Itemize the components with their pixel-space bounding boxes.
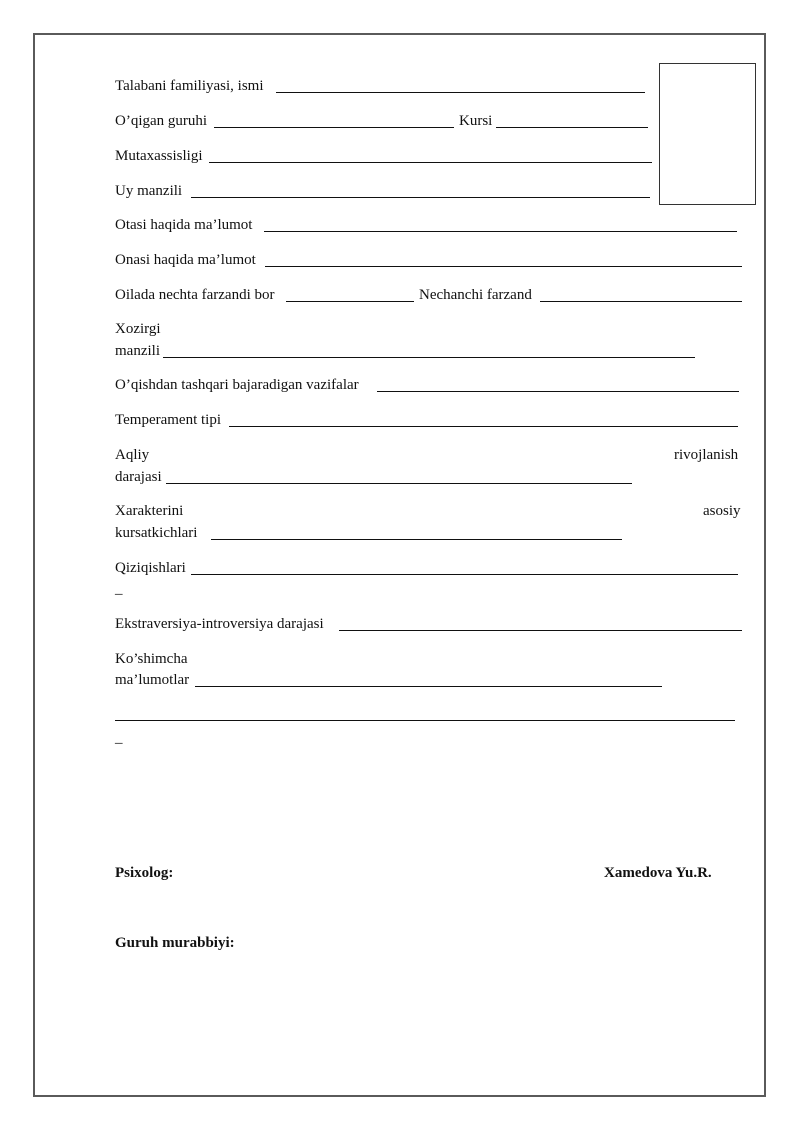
home-address-line[interactable]	[191, 197, 650, 198]
temperament-line[interactable]	[229, 426, 738, 427]
interests-dash: _	[115, 581, 123, 597]
father-info-line[interactable]	[264, 231, 737, 232]
additional-info-line[interactable]	[195, 686, 662, 687]
photo-placeholder-box	[659, 63, 756, 205]
children-count-label: Oilada nechta farzandi bor	[115, 287, 275, 303]
character-label-1a: Xarakterini	[115, 503, 184, 519]
current-address-label-2: manzili	[115, 343, 160, 359]
student-name-label: Talabani familiyasi, ismi	[115, 78, 264, 94]
psychologist-name: Xamedova Yu.R.	[604, 865, 712, 881]
group-line[interactable]	[214, 127, 454, 128]
course-line[interactable]	[496, 127, 648, 128]
child-order-label: Nechanchi farzand	[419, 287, 532, 303]
temperament-label: Temperament tipi	[115, 412, 221, 428]
character-line[interactable]	[211, 539, 622, 540]
curator-label: Guruh murabbiyi:	[115, 935, 235, 951]
additional-info-label-2: ma’lumotlar	[115, 672, 190, 688]
specialty-label: Mutaxassisligi	[115, 148, 203, 164]
extraversion-label: Ekstraversiya-introversiya darajasi	[115, 616, 324, 632]
mental-development-label-1b: rivojlanish	[674, 447, 739, 463]
mother-info-line[interactable]	[265, 266, 742, 267]
interests-line[interactable]	[191, 574, 738, 575]
current-address-label-1: Xozirgi	[115, 321, 161, 337]
interests-label: Qiziqishlari	[115, 560, 186, 576]
psychologist-label: Psixolog:	[115, 865, 174, 881]
home-address-label: Uy manzili	[115, 183, 183, 199]
additional-info-dash: _	[115, 730, 123, 746]
mental-development-label-1a: Aqliy	[115, 447, 150, 463]
character-label-2: kursatkichlari	[115, 525, 198, 541]
mental-development-label-2: darajasi	[115, 469, 162, 485]
course-label: Kursi	[459, 113, 493, 129]
mental-development-line[interactable]	[166, 483, 632, 484]
group-label: O’qigan guruhi	[115, 113, 208, 129]
student-name-line[interactable]	[276, 92, 645, 93]
additional-info-line-2[interactable]	[115, 720, 735, 721]
additional-info-label-1: Ko’shimcha	[115, 651, 188, 667]
mother-info-label: Onasi haqida ma’lumot	[115, 252, 256, 268]
extra-duties-line[interactable]	[377, 391, 739, 392]
specialty-line[interactable]	[209, 162, 652, 163]
extraversion-line[interactable]	[339, 630, 742, 631]
character-label-1b: asosiy	[703, 503, 741, 519]
father-info-label: Otasi haqida ma’lumot	[115, 217, 253, 233]
children-count-line[interactable]	[286, 301, 414, 302]
extra-duties-label: O’qishdan tashqari bajaradigan vazifalar	[115, 377, 359, 393]
current-address-line[interactable]	[163, 357, 695, 358]
child-order-line[interactable]	[540, 301, 742, 302]
